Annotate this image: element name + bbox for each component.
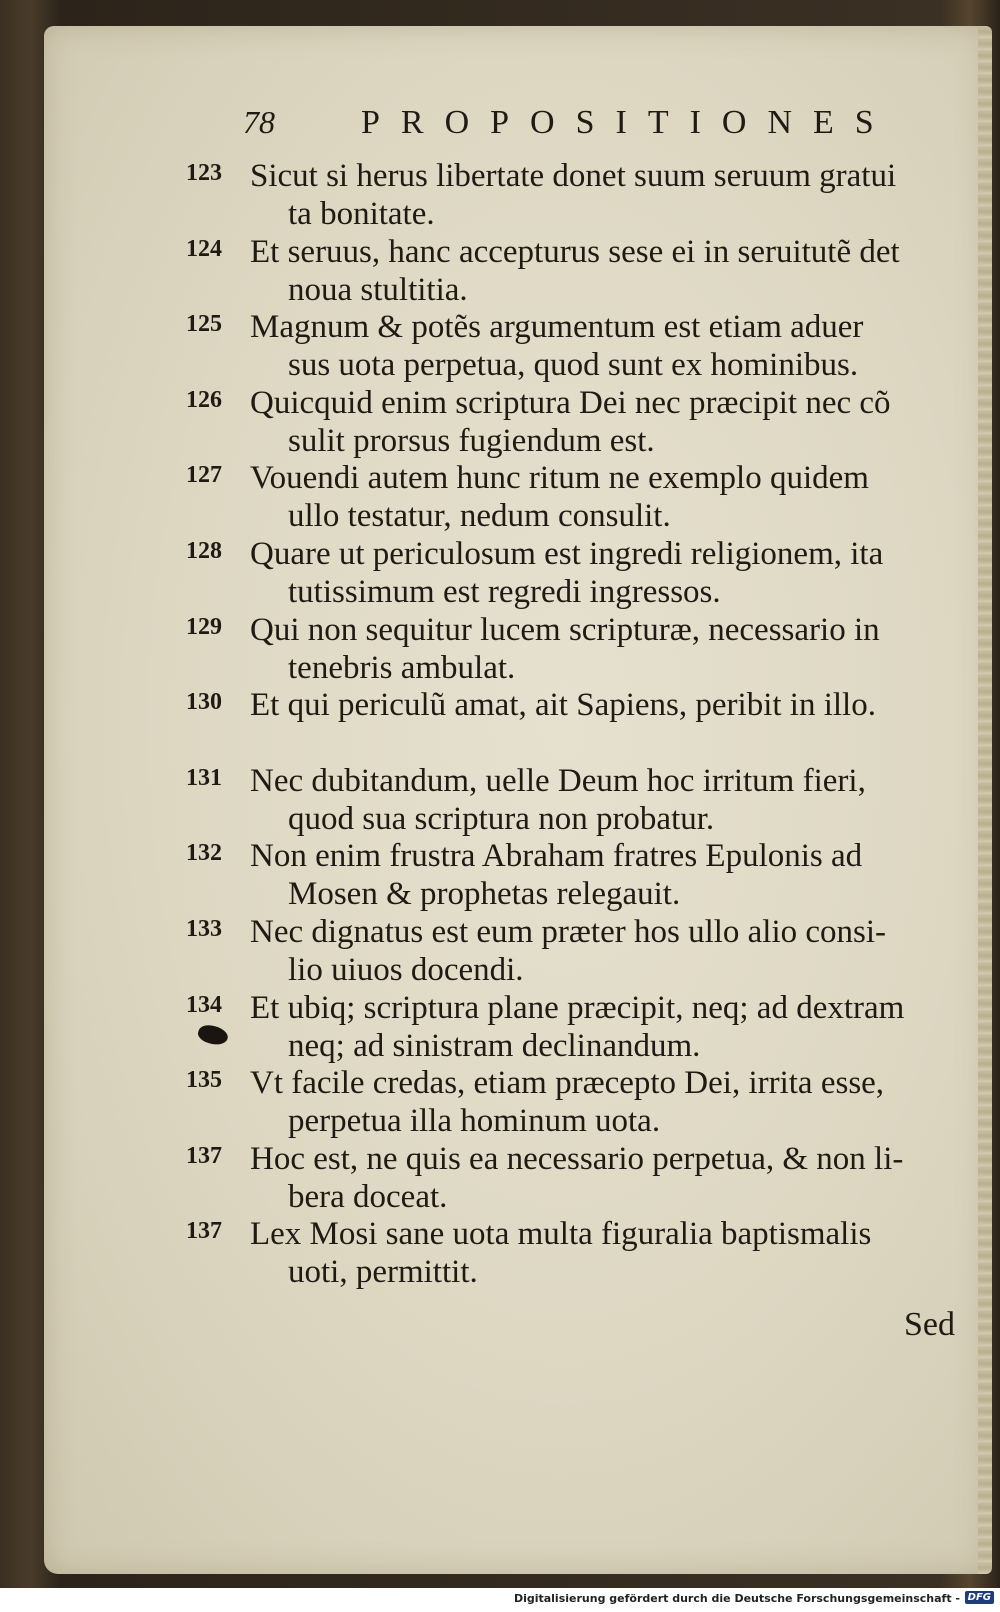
proposition-line: Nec dubitandum, uelle Deum hoc irritum fieri, (250, 762, 866, 799)
proposition-number: 132 (186, 840, 222, 867)
proposition-continuation: uoti, permittit. (288, 1254, 478, 1291)
proposition-number: 137 (186, 1218, 222, 1245)
proposition-continuation: perpetua illa hominum uota. (288, 1103, 661, 1140)
proposition-number: 128 (186, 538, 222, 564)
page-edge (978, 26, 992, 1574)
proposition-line: Sicut si herus libertate donet suum seruum gratui (250, 158, 897, 194)
proposition-continuation: bera doceat. (288, 1178, 448, 1215)
proposition-continuation: ta bonitate. (288, 196, 435, 232)
proposition-line: Vt facile credas, etiam præcepto Dei, irrita esse, (250, 1065, 885, 1102)
dfg-logo: DFG (965, 1591, 994, 1604)
proposition-continuation: lio uiuos docendi. (288, 952, 524, 988)
proposition-number: 134 (186, 991, 222, 1018)
proposition-number: 135 (186, 1067, 222, 1094)
proposition-line: Lex Mosi sane uota multa figuralia baptismalis (250, 1216, 872, 1253)
proposition-line: Vouendi autem hunc ritum ne exemplo quidem (250, 460, 869, 497)
proposition-line: Et qui periculũ amat, ait Sapiens, peribit in illo. (250, 687, 876, 724)
proposition-line: Non enim frustra Abraham fratres Epulonis ad (250, 838, 863, 875)
proposition-continuation: tenebris ambulat. (288, 649, 516, 686)
proposition-number: 127 (186, 462, 222, 489)
proposition-number: 123 (186, 160, 222, 186)
proposition-continuation: tutissimum est regredi ingressos. (288, 574, 721, 610)
proposition-line: Hoc est, ne quis ea necessario perpetua, & non li- (250, 1140, 904, 1177)
proposition-number: 126 (186, 386, 222, 413)
proposition-line: Quare ut periculosum est ingredi religionem, ita (250, 536, 884, 572)
footer-bar (0, 1588, 1000, 1612)
proposition-line: Magnum & potẽs argumentum est etiam aduer (250, 309, 864, 346)
proposition-continuation: neq; ad sinistram declinandum. (288, 1027, 701, 1064)
proposition-line: Nec dignatus est eum præter hos ullo alio consi- (250, 914, 887, 950)
proposition-line: Et seruus, hanc accepturus sese ei in seruitutẽ det (250, 233, 900, 270)
page-title: PROPOSITIONES (361, 104, 895, 141)
proposition-line: Et ubiq; scriptura plane præcipit, neq; ad dextram (250, 989, 905, 1026)
proposition-continuation: sus uota perpetua, quod sunt ex hominibus. (288, 347, 859, 384)
proposition-number: 130 (186, 689, 222, 716)
proposition-number: 137 (186, 1142, 222, 1169)
catchword: Sed (904, 1306, 955, 1343)
proposition-number: 125 (186, 311, 222, 338)
proposition-number: 124 (186, 235, 222, 262)
footer-credit: Digitalisierung gefördert durch die Deutsche Forschungsgemeinschaft - (513, 1592, 960, 1605)
running-head (243, 104, 903, 154)
proposition-continuation: quod sua scriptura non probatur. (288, 800, 715, 837)
proposition-continuation: Mosen & prophetas relegauit. (288, 876, 681, 913)
page-number: 78 (243, 104, 275, 140)
proposition-continuation: noua stultitia. (288, 271, 468, 308)
proposition-number: 129 (186, 613, 222, 640)
proposition-number: 131 (186, 764, 222, 791)
proposition-number: 133 (186, 916, 222, 942)
proposition-line: Quicquid enim scriptura Dei nec præcipit nec cõ (250, 384, 891, 421)
proposition-continuation: sulit prorsus fugiendum est. (288, 422, 655, 459)
proposition-continuation: ullo testatur, nedum consulit. (288, 498, 671, 535)
proposition-line: Qui non sequitur lucem scripturæ, necessario in (250, 611, 880, 648)
